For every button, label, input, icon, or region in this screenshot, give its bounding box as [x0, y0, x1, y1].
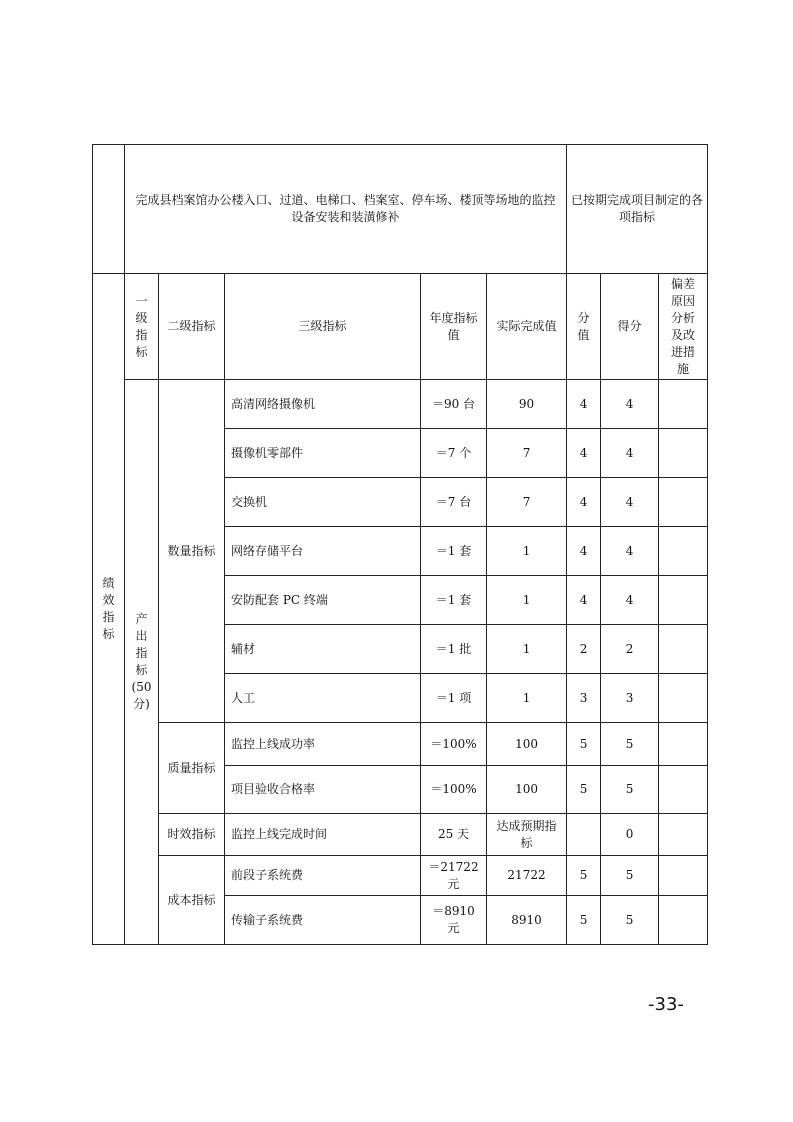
- table-row: [93, 856, 708, 896]
- table-row: [93, 723, 708, 766]
- actual-cell: 100: [487, 766, 567, 814]
- indicator-cell: 高清网络摄像机: [225, 380, 421, 429]
- target-cell-text: ＝21722 元: [428, 859, 479, 891]
- group-quantity: 数量指标: [159, 380, 225, 723]
- deviation-cell: [659, 814, 708, 856]
- deviation-cell: [659, 723, 708, 766]
- indicator-cell: 前段子系统费: [225, 856, 421, 896]
- deviation-cell: [659, 429, 708, 478]
- target-cell: ＝7 台: [421, 478, 487, 527]
- perf-label: 绩效指标: [102, 576, 115, 641]
- deviation-cell: [659, 576, 708, 625]
- points-cell: 4: [567, 527, 601, 576]
- points-cell: 5: [567, 856, 601, 896]
- points-cell: 5: [567, 896, 601, 945]
- goal-cell: [125, 145, 567, 274]
- summary-blank-cell: [93, 145, 125, 274]
- indicator-cell: 辅材: [225, 625, 421, 674]
- performance-table: [92, 144, 708, 945]
- group-timeliness: 时效指标: [159, 814, 225, 856]
- header-points: [567, 274, 601, 380]
- deviation-cell: [659, 856, 708, 896]
- header-annual-target-text: 年度指标值: [429, 310, 478, 342]
- goal-text: 完成县档案馆办公楼入口、过道、电梯口、档案室、停车场、楼顶等场地的监控设备安装和装潢修补: [135, 193, 556, 224]
- target-cell: ＝1 套: [421, 527, 487, 576]
- indicator-cell: 监控上线完成时间: [225, 814, 421, 856]
- perf-label-cell: [93, 274, 125, 945]
- points-cell: 4: [567, 576, 601, 625]
- score-cell: 4: [601, 478, 659, 527]
- actual-cell: 21722: [487, 856, 567, 896]
- indicator-cell: 摄像机零部件: [225, 429, 421, 478]
- indicator-cell: 项目验收合格率: [225, 766, 421, 814]
- output-label: 产出指标(50分): [131, 612, 152, 711]
- indicator-cell: 安防配套 PC 终端: [225, 576, 421, 625]
- target-cell: ＝7 个: [421, 429, 487, 478]
- target-cell: ＝1 项: [421, 674, 487, 723]
- actual-cell-text: 达成预期指标: [496, 818, 557, 850]
- score-cell: 0: [601, 814, 659, 856]
- points-cell: 2: [567, 625, 601, 674]
- score-cell: 5: [601, 896, 659, 945]
- points-cell: 3: [567, 674, 601, 723]
- result-cell: [567, 145, 708, 274]
- target-cell: ＝90 台: [421, 380, 487, 429]
- deviation-cell: [659, 380, 708, 429]
- indicator-cell: 传输子系统费: [225, 896, 421, 945]
- target-cell: ＝1 批: [421, 625, 487, 674]
- points-cell: 4: [567, 380, 601, 429]
- actual-cell: 7: [487, 478, 567, 527]
- header-points-text: 分值: [577, 310, 590, 342]
- header-level1: [125, 274, 159, 380]
- actual-cell: 8910: [487, 896, 567, 945]
- actual-cell: 90: [487, 380, 567, 429]
- target-cell: ＝100%: [421, 723, 487, 766]
- indicator-cell: 交换机: [225, 478, 421, 527]
- indicator-cell: 监控上线成功率: [225, 723, 421, 766]
- score-cell: 5: [601, 766, 659, 814]
- indicator-cell: 人工: [225, 674, 421, 723]
- score-cell: 5: [601, 856, 659, 896]
- points-cell: [567, 814, 601, 856]
- output-label-cell: [125, 380, 159, 945]
- points-cell: 5: [567, 766, 601, 814]
- points-cell: 4: [567, 429, 601, 478]
- header-level3: 三级指标: [225, 274, 421, 380]
- indicator-cell: 网络存储平台: [225, 527, 421, 576]
- header-annual-target: [421, 274, 487, 380]
- target-cell-text: ＝8910 元: [432, 904, 475, 935]
- header-deviation-text: 偏差原因分析及改进措施: [671, 276, 696, 376]
- deviation-cell: [659, 625, 708, 674]
- deviation-cell: [659, 527, 708, 576]
- score-cell: 2: [601, 625, 659, 674]
- target-cell: ＝100%: [421, 766, 487, 814]
- page-number: -33-: [648, 994, 684, 1015]
- actual-cell: 100: [487, 723, 567, 766]
- header-level1-text: 一级指标: [135, 293, 148, 359]
- result-text: 已按期完成项目制定的各项指标: [571, 193, 704, 224]
- actual-cell: 7: [487, 429, 567, 478]
- target-cell: [421, 896, 487, 945]
- actual-cell: 1: [487, 527, 567, 576]
- target-cell: 25 天: [421, 814, 487, 856]
- actual-cell: 1: [487, 674, 567, 723]
- target-cell: ＝1 套: [421, 576, 487, 625]
- header-level2: 二级指标: [159, 274, 225, 380]
- score-cell: 4: [601, 576, 659, 625]
- header-actual: 实际完成值: [487, 274, 567, 380]
- score-cell: 4: [601, 527, 659, 576]
- deviation-cell: [659, 896, 708, 945]
- score-cell: 3: [601, 674, 659, 723]
- score-cell: 4: [601, 380, 659, 429]
- header-score: 得分: [601, 274, 659, 380]
- summary-row: [93, 145, 708, 274]
- table-row: [93, 814, 708, 856]
- score-cell: 4: [601, 429, 659, 478]
- actual-cell: [487, 814, 567, 856]
- points-cell: 5: [567, 723, 601, 766]
- deviation-cell: [659, 674, 708, 723]
- group-quality: 质量指标: [159, 723, 225, 814]
- deviation-cell: [659, 766, 708, 814]
- deviation-cell: [659, 478, 708, 527]
- target-cell: [421, 856, 487, 896]
- points-cell: 4: [567, 478, 601, 527]
- actual-cell: 1: [487, 576, 567, 625]
- group-cost: 成本指标: [159, 856, 225, 945]
- score-cell: 5: [601, 723, 659, 766]
- header-deviation: [659, 274, 708, 380]
- header-row: [93, 274, 708, 380]
- actual-cell: 1: [487, 625, 567, 674]
- table-row: [93, 380, 708, 429]
